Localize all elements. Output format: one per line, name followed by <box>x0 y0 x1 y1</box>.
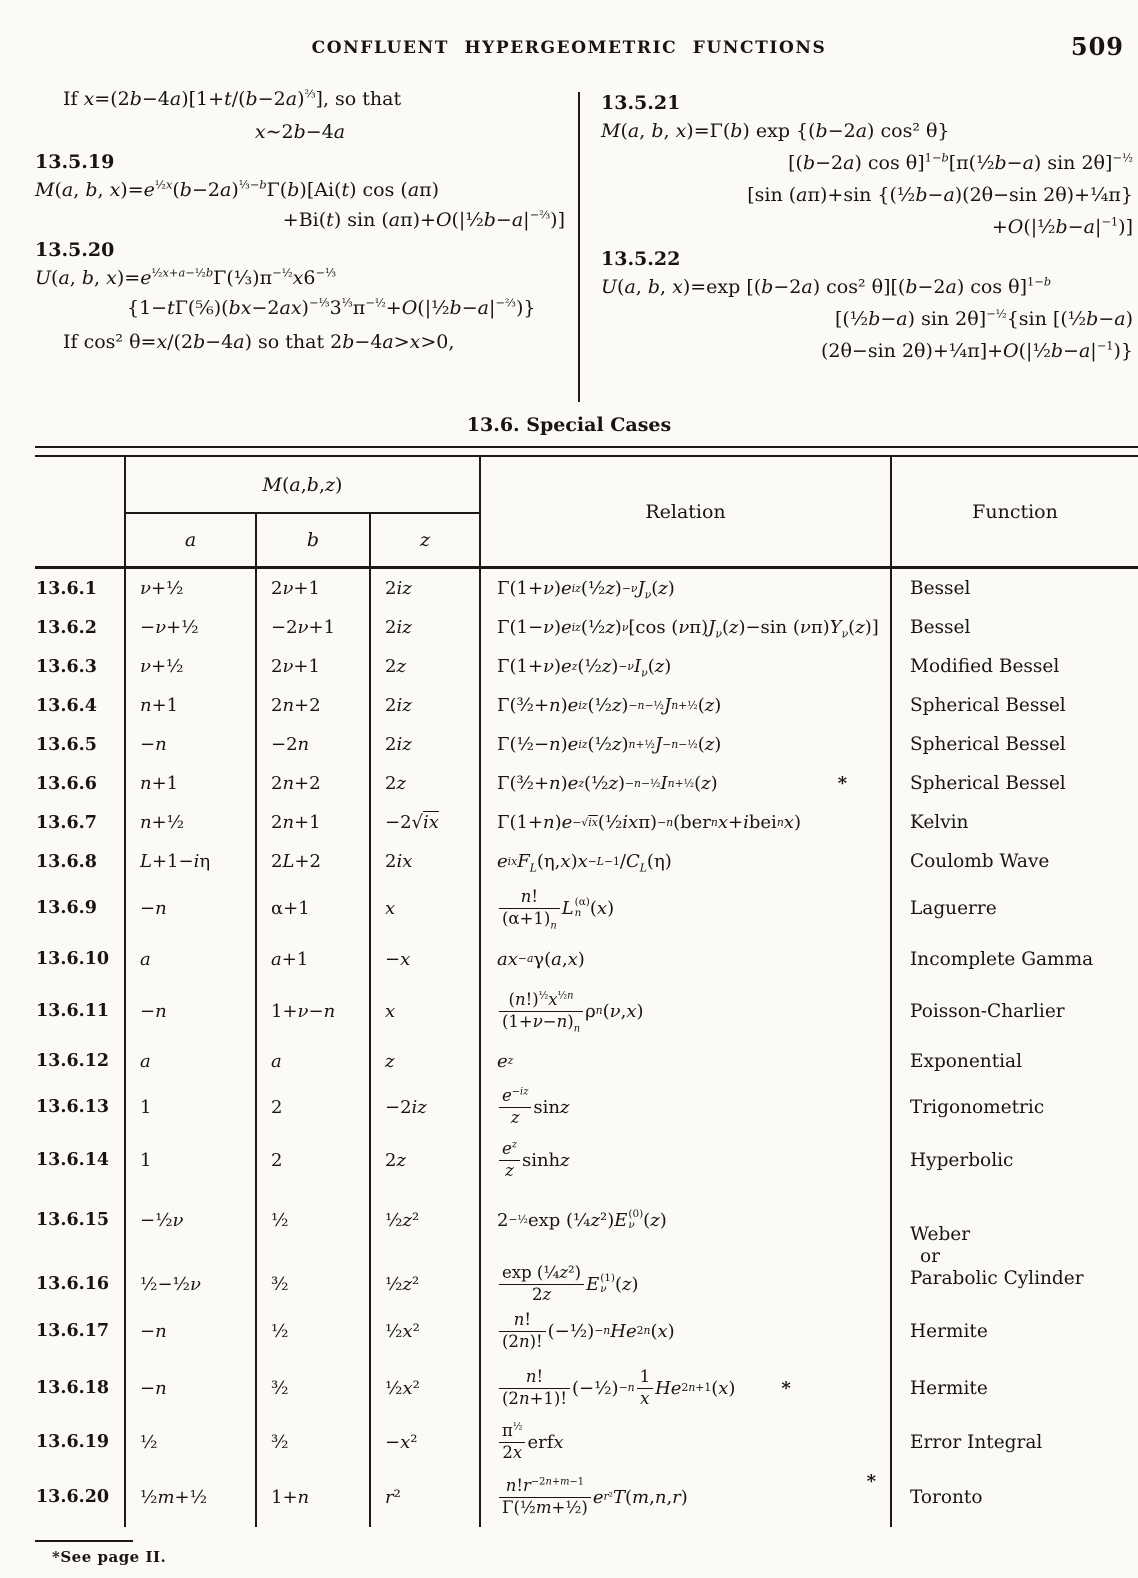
cell-relation: $\frac{\text{exp (¼z²)}}{2z}$ E (1) ν ( z ) <box>481 1251 892 1318</box>
cell-function: Exponential <box>910 1050 1022 1072</box>
table-row <box>35 1083 1138 1131</box>
cell-b: −2 ν +1 <box>257 608 371 647</box>
header-cell-a: a <box>126 514 257 566</box>
cell-a: n +1 <box>126 686 257 725</box>
cell-relation: $\frac{e^{-iz}}{z}$ sin z <box>481 1083 892 1131</box>
cell-a: − ν +½ <box>126 608 257 647</box>
formula-column-left <box>35 88 565 364</box>
cell-a: L +1− i η <box>126 842 257 881</box>
cell-equation-id: 13.6.15 <box>35 1189 126 1251</box>
table-row <box>35 1131 1138 1189</box>
cell-relation: $\frac{n!r^{-2n+m-1}}{\text{Γ(½m+½)}}$ e r² T ( m , n , r ) * <box>481 1467 892 1527</box>
formula-line: If cos² θ=x/(2b−4a) so that 2b−4a>x>0, <box>63 331 455 353</box>
cell-b: 2 n +2 <box>257 764 371 803</box>
cell-equation-id: 13.6.17 <box>35 1303 126 1359</box>
cell-z: 2 ix <box>371 842 481 881</box>
cell-z: z <box>371 1039 481 1083</box>
cell-function: Error Integral <box>910 1431 1043 1453</box>
cell-equation-id: 13.6.1 <box>35 569 126 608</box>
cell-b: ³⁄₂ <box>257 1359 371 1417</box>
cell-b: ½ <box>257 1303 371 1359</box>
header-cell-function: Function <box>972 500 1058 523</box>
cell-relation: e z <box>481 1039 892 1083</box>
cell-function: Trigonometric <box>910 1096 1045 1118</box>
cell-a: ½−½ ν <box>126 1251 257 1318</box>
table-row <box>35 1467 1138 1527</box>
table-row <box>35 569 1138 608</box>
formula-line: $+O(|\frac{1}{2}b-a|^{-1})$] <box>991 214 1133 238</box>
table-row <box>35 608 1138 647</box>
cell-b: 2 n +2 <box>257 686 371 725</box>
cell-function: Spherical Bessel <box>910 734 1066 755</box>
cell-a: − n <box>126 983 257 1039</box>
section-title: 13.6. Special Cases <box>466 414 672 436</box>
cell-b: 1+ ν − n <box>257 983 371 1039</box>
formula-column-right <box>601 88 1133 372</box>
cell-z: ½ x ² <box>371 1359 481 1417</box>
cell-function: Weber or Parabolic Cylinder <box>910 1224 1084 1290</box>
cell-relation: Γ(³⁄₂+ n ) e z (½ z ) −n−½ I n+½ ( z ) * <box>481 764 892 803</box>
cell-equation-id: 13.6.3 <box>35 647 126 686</box>
cell-equation-id: 13.6.12 <box>35 1039 126 1083</box>
cell-z: 2 iz <box>371 569 481 608</box>
cell-z: − x <box>371 935 481 983</box>
cell-a: n +½ <box>126 803 257 842</box>
table-header <box>35 457 1138 566</box>
cell-b: ³⁄₂ <box>257 1251 371 1318</box>
cell-b: a +1 <box>257 935 371 983</box>
cell-z: 2 z <box>371 1131 481 1189</box>
cell-z: r ² <box>371 1467 481 1527</box>
cell-b: ½ <box>257 1189 371 1251</box>
special-cases-table <box>35 446 1138 1527</box>
cell-a: − n <box>126 881 257 935</box>
header-cell-relation: Relation <box>481 457 892 566</box>
cell-b: a <box>257 1039 371 1083</box>
cell-a: 1 <box>126 1131 257 1189</box>
cell-relation: $\frac{n!}{(2n)!}$ (−½) −n He 2n ( x ) <box>481 1303 892 1359</box>
table-row <box>35 803 1138 842</box>
header-cell-empty <box>35 457 126 566</box>
cell-equation-id: 13.6.2 <box>35 608 126 647</box>
cell-relation: $\frac{e^z}{z}$ sinh z <box>481 1131 892 1189</box>
cell-relation: Γ(1+ n ) e −√ix (½ ix π) −n (ber n x + i bei n x ) <box>481 803 892 842</box>
table-row <box>35 1303 1138 1359</box>
cell-relation: $\frac{\pi^{\frac{1}{2}}}{2x}$ erf x <box>481 1417 892 1467</box>
cell-z: −2 iz <box>371 1083 481 1131</box>
cell-z: 2 iz <box>371 608 481 647</box>
cell-relation: ax −a γ( a , x ) <box>481 935 892 983</box>
equation-number: 13.5.19 <box>35 151 115 173</box>
header-cell-z: z <box>371 514 481 566</box>
cell-equation-id: 13.6.20 <box>35 1467 126 1527</box>
cell-function: Modified Bessel <box>910 656 1060 677</box>
formula-line: [sin (aπ)+sin {(½b−a)(2θ−sin 2θ)+¼π} <box>747 184 1133 206</box>
cell-a: ½ <box>126 1417 257 1467</box>
cell-a: −½ ν <box>126 1189 257 1251</box>
table-top-rule <box>35 446 1138 457</box>
formula-line: If $x=(2b-4a)[1+t/(b-2a)^{\frac{2}{3}}]$, so that <box>63 86 402 110</box>
cell-function: Spherical Bessel <box>910 773 1066 794</box>
cell-function: Bessel <box>910 578 971 599</box>
cell-function: Toronto <box>910 1486 983 1508</box>
cell-relation: e ix $F_L$ (η, x ) x −L−1 / $C_L$ (η) <box>481 842 892 881</box>
cell-equation-id: 13.6.7 <box>35 803 126 842</box>
cell-equation-id: 13.6.9 <box>35 881 126 935</box>
cell-equation-id: 13.6.13 <box>35 1083 126 1131</box>
cell-function: Poisson-Charlier <box>910 1000 1065 1022</box>
cell-relation: Γ(½− n ) e iz (½ z ) n+½ J −n−½ ( z ) <box>481 725 892 764</box>
cell-function: Bessel <box>910 617 971 638</box>
table-row <box>35 725 1138 764</box>
formula-line: +Bi(t) $\sin (a\pi)+O(|\frac{1}{2}b-a|^{-\frac{2}{3}})$] <box>282 207 565 231</box>
table-row <box>35 1359 1138 1417</box>
cell-relation: $\frac{n!}{(\alpha+1)_n}$ L (α) n ( x ) <box>481 881 892 935</box>
table-row <box>35 842 1138 881</box>
cell-function: Kelvin <box>910 812 969 833</box>
cell-equation-id: 13.6.16 <box>35 1251 126 1318</box>
cell-a: n +1 <box>126 764 257 803</box>
formula-line: [(½b−a) sin 2θ]$^{-\frac{1}{2}}${sin [(½b−a) <box>834 306 1133 330</box>
cell-function: Spherical Bessel <box>910 695 1066 716</box>
table-row <box>35 935 1138 983</box>
equation-number: 13.5.22 <box>601 248 681 270</box>
header-cell-b: b <box>257 514 371 566</box>
cell-z: x <box>371 881 481 935</box>
column-divider-rule <box>578 92 580 402</box>
cell-equation-id: 13.6.6 <box>35 764 126 803</box>
cell-z: −2√ ix <box>371 803 481 842</box>
footnote-rule <box>35 1540 133 1542</box>
cell-function: Laguerre <box>910 897 997 919</box>
cell-equation-id: 13.6.19 <box>35 1417 126 1467</box>
formula-line: U(a, b, $x)=e^{\frac{1}{2}x+a-\frac{1}{2}b}\Gamma(\frac{1}{3})\pi^{-\frac{1}{2}}x6^{-\frac{1}{3}}$ <box>35 265 337 289</box>
cell-b: 2 ν +1 <box>257 569 371 608</box>
cell-function: Hyperbolic <box>910 1149 1014 1171</box>
cell-relation: Γ(³⁄₂+ n ) e iz (½ z ) −n−½ J n+½ ( z ) <box>481 686 892 725</box>
equation-number: 13.5.21 <box>601 92 681 114</box>
table-row <box>35 1224 1138 1304</box>
cell-function: Hermite <box>910 1320 988 1342</box>
cell-equation-id: 13.6.4 <box>35 686 126 725</box>
cell-a: − n <box>126 1359 257 1417</box>
cell-relation: Γ(1+ ν ) e iz (½ z ) −ν $J_\nu$ ( z ) <box>481 569 892 608</box>
cell-a: − n <box>126 1303 257 1359</box>
cell-b: 2 <box>257 1083 371 1131</box>
cell-b: −2 n <box>257 725 371 764</box>
cell-relation: 2 −½ exp (¼ z ²) E (0) ν ( z ) <box>481 1189 892 1251</box>
cell-b: 2 ν +1 <box>257 647 371 686</box>
cell-a: ν +½ <box>126 569 257 608</box>
header-cell-m-abz: M ( a , b , z ) <box>126 457 481 514</box>
table-row <box>35 881 1138 935</box>
cell-equation-id: 13.6.5 <box>35 725 126 764</box>
table-row <box>35 647 1138 686</box>
formula-line: M(a, b, $x)=e^{\frac{1}{2}x}(b-2a)^{\frac{1}{3}-b}\Gamma(b)[Ai(t)$ cos (aπ) <box>35 177 440 201</box>
cell-a: 1 <box>126 1083 257 1131</box>
cell-a: − n <box>126 725 257 764</box>
table-row <box>35 764 1138 803</box>
cell-z: 2 iz <box>371 686 481 725</box>
page-title: CONFLUENT HYPERGEOMETRIC FUNCTIONS <box>311 38 827 58</box>
footnote-text: *See page II. <box>52 1548 167 1566</box>
table-row <box>35 1417 1138 1467</box>
cell-function: Coulomb Wave <box>910 851 1050 872</box>
cell-equation-id: 13.6.10 <box>35 935 126 983</box>
cell-function: Incomplete Gamma <box>910 948 1094 970</box>
formula-line: U(a, b, x)=exp [(b−2a) cos² θ][(b−2a) cos θ]$^{1-b}$ <box>601 274 1052 298</box>
cell-equation-id: 13.6.18 <box>35 1359 126 1417</box>
formula-line: x∼2b−4a <box>254 121 346 143</box>
formula-line: M(a, b, x)=Γ(b) exp {(b−2a) cos² θ} <box>601 120 950 142</box>
cell-z: 2 z <box>371 764 481 803</box>
table-body <box>35 566 1138 1527</box>
cell-z: ½ x ² <box>371 1303 481 1359</box>
cell-z: 2 iz <box>371 725 481 764</box>
page-number: 509 <box>1070 32 1124 61</box>
cell-b: α+1 <box>257 881 371 935</box>
cell-equation-id: 13.6.8 <box>35 842 126 881</box>
cell-a: ν +½ <box>126 647 257 686</box>
cell-relation: Γ(1− ν ) e iz (½ z ) ν [cos ( ν π) $J_\nu$ ( z )−sin ( ν π) $Y_\nu$ ( z )] <box>481 608 892 647</box>
cell-a: a <box>126 935 257 983</box>
cell-equation-id: 13.6.11 <box>35 983 126 1039</box>
cell-b: 2 n +1 <box>257 803 371 842</box>
cell-b: 1+ n <box>257 1467 371 1527</box>
formula-line: [(b−2a) cos θ]$^{1-b}$[π(½b−a) sin 2θ]$^{-\frac{1}{2}}$ <box>788 150 1133 174</box>
cell-b: ³⁄₂ <box>257 1417 371 1467</box>
cell-function: Hermite <box>910 1377 988 1399</box>
formula-line: (2θ−sin $2\theta)+\frac{1}{4}\pi]+O(|\frac{1}{2}b-a|^{-1})$} <box>820 338 1133 362</box>
cell-z: x <box>371 983 481 1039</box>
table-row <box>35 686 1138 725</box>
cell-relation: $\frac{(n!)^{\frac{1}{2}}x^{\frac{1}{2}n}}{(1+\nu-n)_n}$ ρ n ( ν , x ) <box>481 983 892 1039</box>
cell-equation-id: 13.6.14 <box>35 1131 126 1189</box>
cell-relation: $\frac{n!}{(2n+1)!}$ (−½) −n $\frac{1}{x}$ He 2n+1 ( x ) * <box>481 1359 892 1417</box>
cell-b: 2 L +2 <box>257 842 371 881</box>
cell-b: 2 <box>257 1131 371 1189</box>
table-row <box>35 1039 1138 1083</box>
page-header <box>0 32 1138 61</box>
table-row <box>35 983 1138 1039</box>
equation-number: 13.5.20 <box>35 239 115 261</box>
formula-line: $\{1-t\Gamma(\frac{5}{6})(bx-2ax)^{-\frac{1}{3}}3^{\frac{1}{3}}\pi^{-\frac{1}{2}}+O(|\frac{1}{2}b-a|^{-\frac{2}{3}})\}$ <box>127 295 536 319</box>
cell-z: 2 z <box>371 647 481 686</box>
cell-a: ½ m +½ <box>126 1467 257 1527</box>
cell-z: ½ z ² <box>371 1251 481 1318</box>
cell-z: ½ z ² <box>371 1189 481 1251</box>
cell-relation: Γ(1+ ν ) e z (½ z ) −ν $I_\nu$ ( z ) <box>481 647 892 686</box>
cell-z: − x ² <box>371 1417 481 1467</box>
cell-a: a <box>126 1039 257 1083</box>
